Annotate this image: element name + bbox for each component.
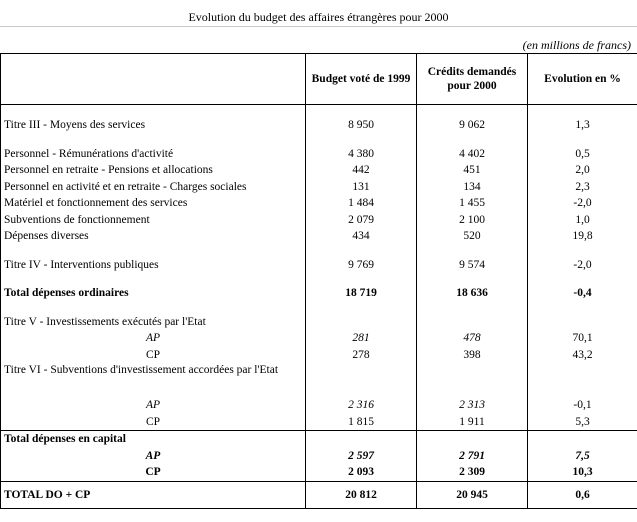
unit-note: (en millions de francs) [522, 38, 631, 52]
spacer-row [1, 273, 637, 285]
row-label: Titre V - Investissements exécutés par l'Etat [1, 314, 306, 331]
row-label: CP [1, 414, 306, 431]
cell-credits-2000: 2 313 [417, 397, 528, 414]
table-row [1, 117, 637, 134]
cell-evolution: 7,5 [528, 448, 637, 465]
table-row [1, 314, 637, 331]
cell-evolution: 0,5 [528, 146, 637, 163]
row-label: Titre IV - Interventions publiques [1, 257, 306, 274]
cell-credits-2000: 2 100 [417, 212, 528, 229]
cell-budget-1999: 9 769 [306, 257, 417, 274]
cell-evolution [528, 314, 637, 331]
cell-evolution: 2,3 [528, 179, 637, 196]
row-label: AP [1, 397, 306, 414]
cell-credits-2000: 4 402 [417, 146, 528, 163]
cell-evolution: 1,0 [528, 212, 637, 229]
cell-budget-1999: 1 815 [306, 414, 417, 431]
table-row [1, 195, 637, 212]
row-label: Subventions de fonctionnement [1, 212, 306, 229]
table-row [1, 162, 637, 179]
cell-budget-1999: 1 484 [306, 195, 417, 212]
cell-budget-1999: 281 [306, 330, 417, 347]
table-row [1, 228, 637, 245]
cell-evolution: 19,8 [528, 228, 637, 245]
cell-credits-2000: 134 [417, 179, 528, 196]
cell-budget-1999: 2 597 [306, 448, 417, 465]
table-row [1, 363, 637, 397]
header-cell-credits-2000: Crédits demandés pour 2000 [417, 54, 528, 105]
table-row-total [1, 448, 637, 465]
cell-credits-2000: 9 062 [417, 117, 528, 134]
divider [0, 26, 637, 27]
cell-evolution: 0,6 [528, 481, 637, 508]
budget-table [0, 53, 637, 509]
cell-credits-2000 [417, 363, 528, 397]
cell-evolution [528, 431, 637, 448]
table-row-total [1, 285, 637, 302]
cell-evolution: 1,3 [528, 117, 637, 134]
cell-evolution: 70,1 [528, 330, 637, 347]
header-cell-evolution: Evolution en % [528, 54, 637, 105]
row-label: AP [1, 448, 306, 465]
cell-budget-1999: 20 812 [306, 481, 417, 508]
cell-evolution: -2,0 [528, 257, 637, 274]
table-row [1, 347, 637, 364]
spacer-row [1, 105, 637, 118]
cell-budget-1999 [306, 431, 417, 448]
cell-budget-1999: 2 093 [306, 464, 417, 481]
cell-credits-2000: 520 [417, 228, 528, 245]
cell-budget-1999 [306, 314, 417, 331]
cell-budget-1999: 8 950 [306, 117, 417, 134]
row-label: Titre VI - Subventions d'investissement accordées par l'Etat [1, 363, 306, 397]
cell-credits-2000: 1 455 [417, 195, 528, 212]
cell-credits-2000: 9 574 [417, 257, 528, 274]
spacer-row [1, 302, 637, 314]
cell-evolution: 43,2 [528, 347, 637, 364]
cell-budget-1999: 4 380 [306, 146, 417, 163]
cell-evolution: 2,0 [528, 162, 637, 179]
cell-budget-1999: 18 719 [306, 285, 417, 302]
cell-budget-1999: 2 316 [306, 397, 417, 414]
table-row-total [1, 464, 637, 481]
cell-credits-2000: 398 [417, 347, 528, 364]
cell-credits-2000: 18 636 [417, 285, 528, 302]
table-row [1, 330, 637, 347]
table-row [1, 179, 637, 196]
row-label: Titre III - Moyens des services [1, 117, 306, 134]
header-row [1, 54, 637, 105]
table-row [1, 397, 637, 414]
cell-credits-2000: 1 911 [417, 414, 528, 431]
cell-evolution [528, 363, 637, 397]
cell-evolution: -2,0 [528, 195, 637, 212]
cell-budget-1999: 434 [306, 228, 417, 245]
row-label: Personnel en retraite - Pensions et allocations [1, 162, 306, 179]
cell-credits-2000: 2 791 [417, 448, 528, 465]
spacer-row [1, 134, 637, 146]
cell-budget-1999: 131 [306, 179, 417, 196]
table-row [1, 257, 637, 274]
spacer-row [1, 245, 637, 257]
row-label: Matériel et fonctionnement des services [1, 195, 306, 212]
cell-budget-1999 [306, 363, 417, 397]
row-label: Total dépenses en capital [1, 431, 306, 448]
table-row [1, 146, 637, 163]
row-label: AP [1, 330, 306, 347]
cell-evolution: 10,3 [528, 464, 637, 481]
cell-credits-2000: 451 [417, 162, 528, 179]
row-label: Dépenses diverses [1, 228, 306, 245]
row-label: Personnel en activité et en retraite - Charges sociales [1, 179, 306, 196]
cell-evolution: 5,3 [528, 414, 637, 431]
cell-credits-2000: 478 [417, 330, 528, 347]
cell-evolution: -0,4 [528, 285, 637, 302]
table-row [1, 414, 637, 431]
cell-evolution: -0,1 [528, 397, 637, 414]
table-row-grand-total [1, 481, 637, 508]
row-label: CP [1, 464, 306, 481]
table-row [1, 212, 637, 229]
cell-credits-2000: 20 945 [417, 481, 528, 508]
table-title: Evolution du budget des affaires étrangères pour 2000 [188, 10, 449, 24]
cell-budget-1999: 2 079 [306, 212, 417, 229]
cell-credits-2000: 2 309 [417, 464, 528, 481]
header-cell-budget-1999: Budget voté de 1999 [306, 54, 417, 105]
cell-budget-1999: 278 [306, 347, 417, 364]
cell-credits-2000 [417, 431, 528, 448]
table-row-total [1, 431, 637, 448]
row-label: CP [1, 347, 306, 364]
header-cell-label [1, 54, 306, 105]
cell-budget-1999: 442 [306, 162, 417, 179]
cell-credits-2000 [417, 314, 528, 331]
row-label: TOTAL DO + CP [1, 481, 306, 508]
row-label: Personnel - Rémunérations d'activité [1, 146, 306, 163]
row-label: Total dépenses ordinaires [1, 285, 306, 302]
